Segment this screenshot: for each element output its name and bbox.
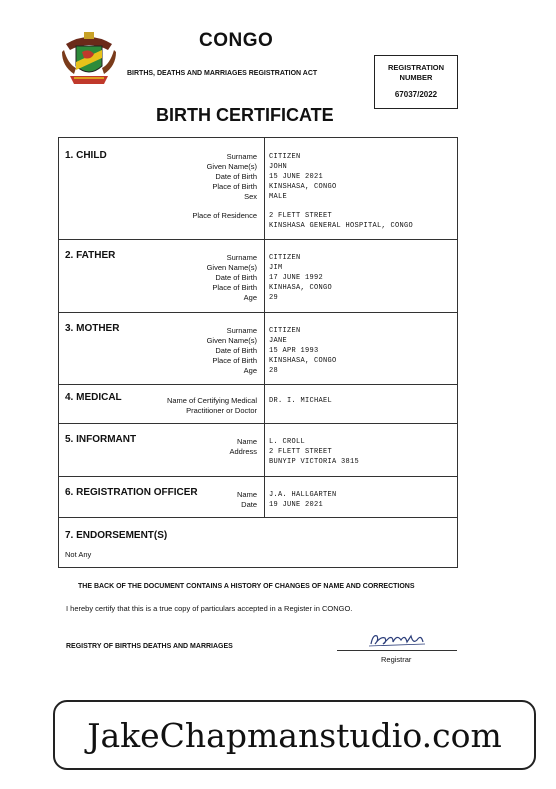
mother-age: 28 (269, 367, 279, 375)
certification-statement: I hereby certify that this is a true copy of particulars accepted in a Register in CONGO. (66, 604, 353, 613)
child-given-names: JOHN (269, 163, 288, 171)
registration-number: 67037/2022 (394, 90, 438, 99)
label: Surname (226, 152, 257, 161)
label: Place of Birth (212, 182, 257, 191)
mother-given-names: JANE (269, 337, 288, 345)
child-residence-line2: KINSHASA GENERAL HOSPITAL, CONGO (269, 222, 414, 230)
label: Surname (226, 326, 257, 335)
section-mother (59, 313, 457, 385)
child-place-of-birth: KINSHASA, CONGO (269, 183, 337, 191)
registration-label: REGISTRATION NUMBER (387, 63, 445, 82)
coat-of-arms-icon (58, 28, 120, 90)
informant-name: L. CROLL (269, 438, 306, 446)
label: Age (243, 293, 257, 302)
label: Given Name(s) (206, 263, 257, 272)
section-informant (59, 424, 457, 477)
label: Name of Certifying Medical (166, 396, 257, 405)
label: Place of Birth (212, 356, 257, 365)
label: Date (241, 500, 257, 509)
certificate-table (58, 137, 458, 568)
registry-name: REGISTRY OF BIRTHS DEATHS AND MARRIAGES (66, 643, 233, 650)
registration-number-box (374, 55, 458, 109)
label: Surname (226, 253, 257, 262)
label: Name (236, 490, 257, 499)
label: Given Name(s) (206, 162, 257, 171)
registration-date: 19 JUNE 2021 (269, 501, 324, 509)
child-sex: MALE (269, 193, 288, 201)
label: Place of Residence (192, 211, 257, 220)
label: Date of Birth (215, 172, 257, 181)
document-title: BIRTH CERTIFICATE (156, 105, 334, 125)
child-date-of-birth: 15 JUNE 2021 (269, 173, 324, 181)
label: Age (243, 366, 257, 375)
label: Name (236, 437, 257, 446)
father-given-names: JIM (269, 264, 283, 272)
section-heading: 5. INFORMANT (65, 434, 137, 445)
section-heading: 4. MEDICAL (65, 392, 122, 403)
label: Date of Birth (215, 346, 257, 355)
registrar-signature (367, 630, 431, 650)
mother-date-of-birth: 15 APR 1993 (269, 347, 319, 355)
signature-line (337, 650, 457, 651)
mother-surname: CITIZEN (269, 327, 301, 335)
label: Sex (244, 192, 257, 201)
endorsement-value: Not Any (65, 550, 92, 559)
label: Practitioner or Doctor (186, 406, 257, 415)
registration-act: BIRTHS, DEATHS AND MARRIAGES REGISTRATION ACT (127, 70, 318, 77)
section-medical (59, 385, 457, 424)
section-heading: 3. MOTHER (65, 323, 120, 334)
registrar-label: Registrar (381, 655, 412, 664)
label: Address (229, 447, 257, 456)
back-of-document-note: THE BACK OF THE DOCUMENT CONTAINS A HISTORY OF CHANGES OF NAME AND CORRECTIONS (78, 583, 415, 590)
child-surname: CITIZEN (269, 153, 301, 161)
section-endorsements (59, 518, 457, 567)
section-registration-officer (59, 477, 457, 518)
father-date-of-birth: 17 JUNE 1992 (269, 274, 324, 282)
father-surname: CITIZEN (269, 254, 301, 262)
mother-place-of-birth: KINSHASA, CONGO (269, 357, 337, 365)
section-child (59, 138, 457, 240)
watermark-banner: JakeChapmanstudio.com (53, 700, 536, 770)
label: Date of Birth (215, 273, 257, 282)
section-heading: 6. REGISTRATION OFFICER (65, 487, 198, 498)
label: Given Name(s) (206, 336, 257, 345)
informant-address-line1: 2 FLETT STREET (269, 448, 333, 456)
label: Place of Birth (212, 283, 257, 292)
country-name: CONGO (199, 30, 274, 51)
child-residence-line1: 2 FLETT STREET (269, 212, 333, 220)
father-place-of-birth: KINHASA, CONGO (269, 284, 333, 292)
medical-practitioner: DR. I. MICHAEL (269, 397, 333, 405)
section-father (59, 240, 457, 313)
section-heading: 7. ENDORSEMENT(S) (65, 530, 168, 541)
informant-address-line2: BUNYIP VICTORIA 3815 (269, 458, 360, 466)
section-heading: 2. FATHER (65, 250, 116, 261)
officer-name: J.A. HALLGARTEN (269, 491, 337, 499)
father-age: 29 (269, 294, 279, 302)
section-heading: 1. CHILD (65, 150, 107, 161)
